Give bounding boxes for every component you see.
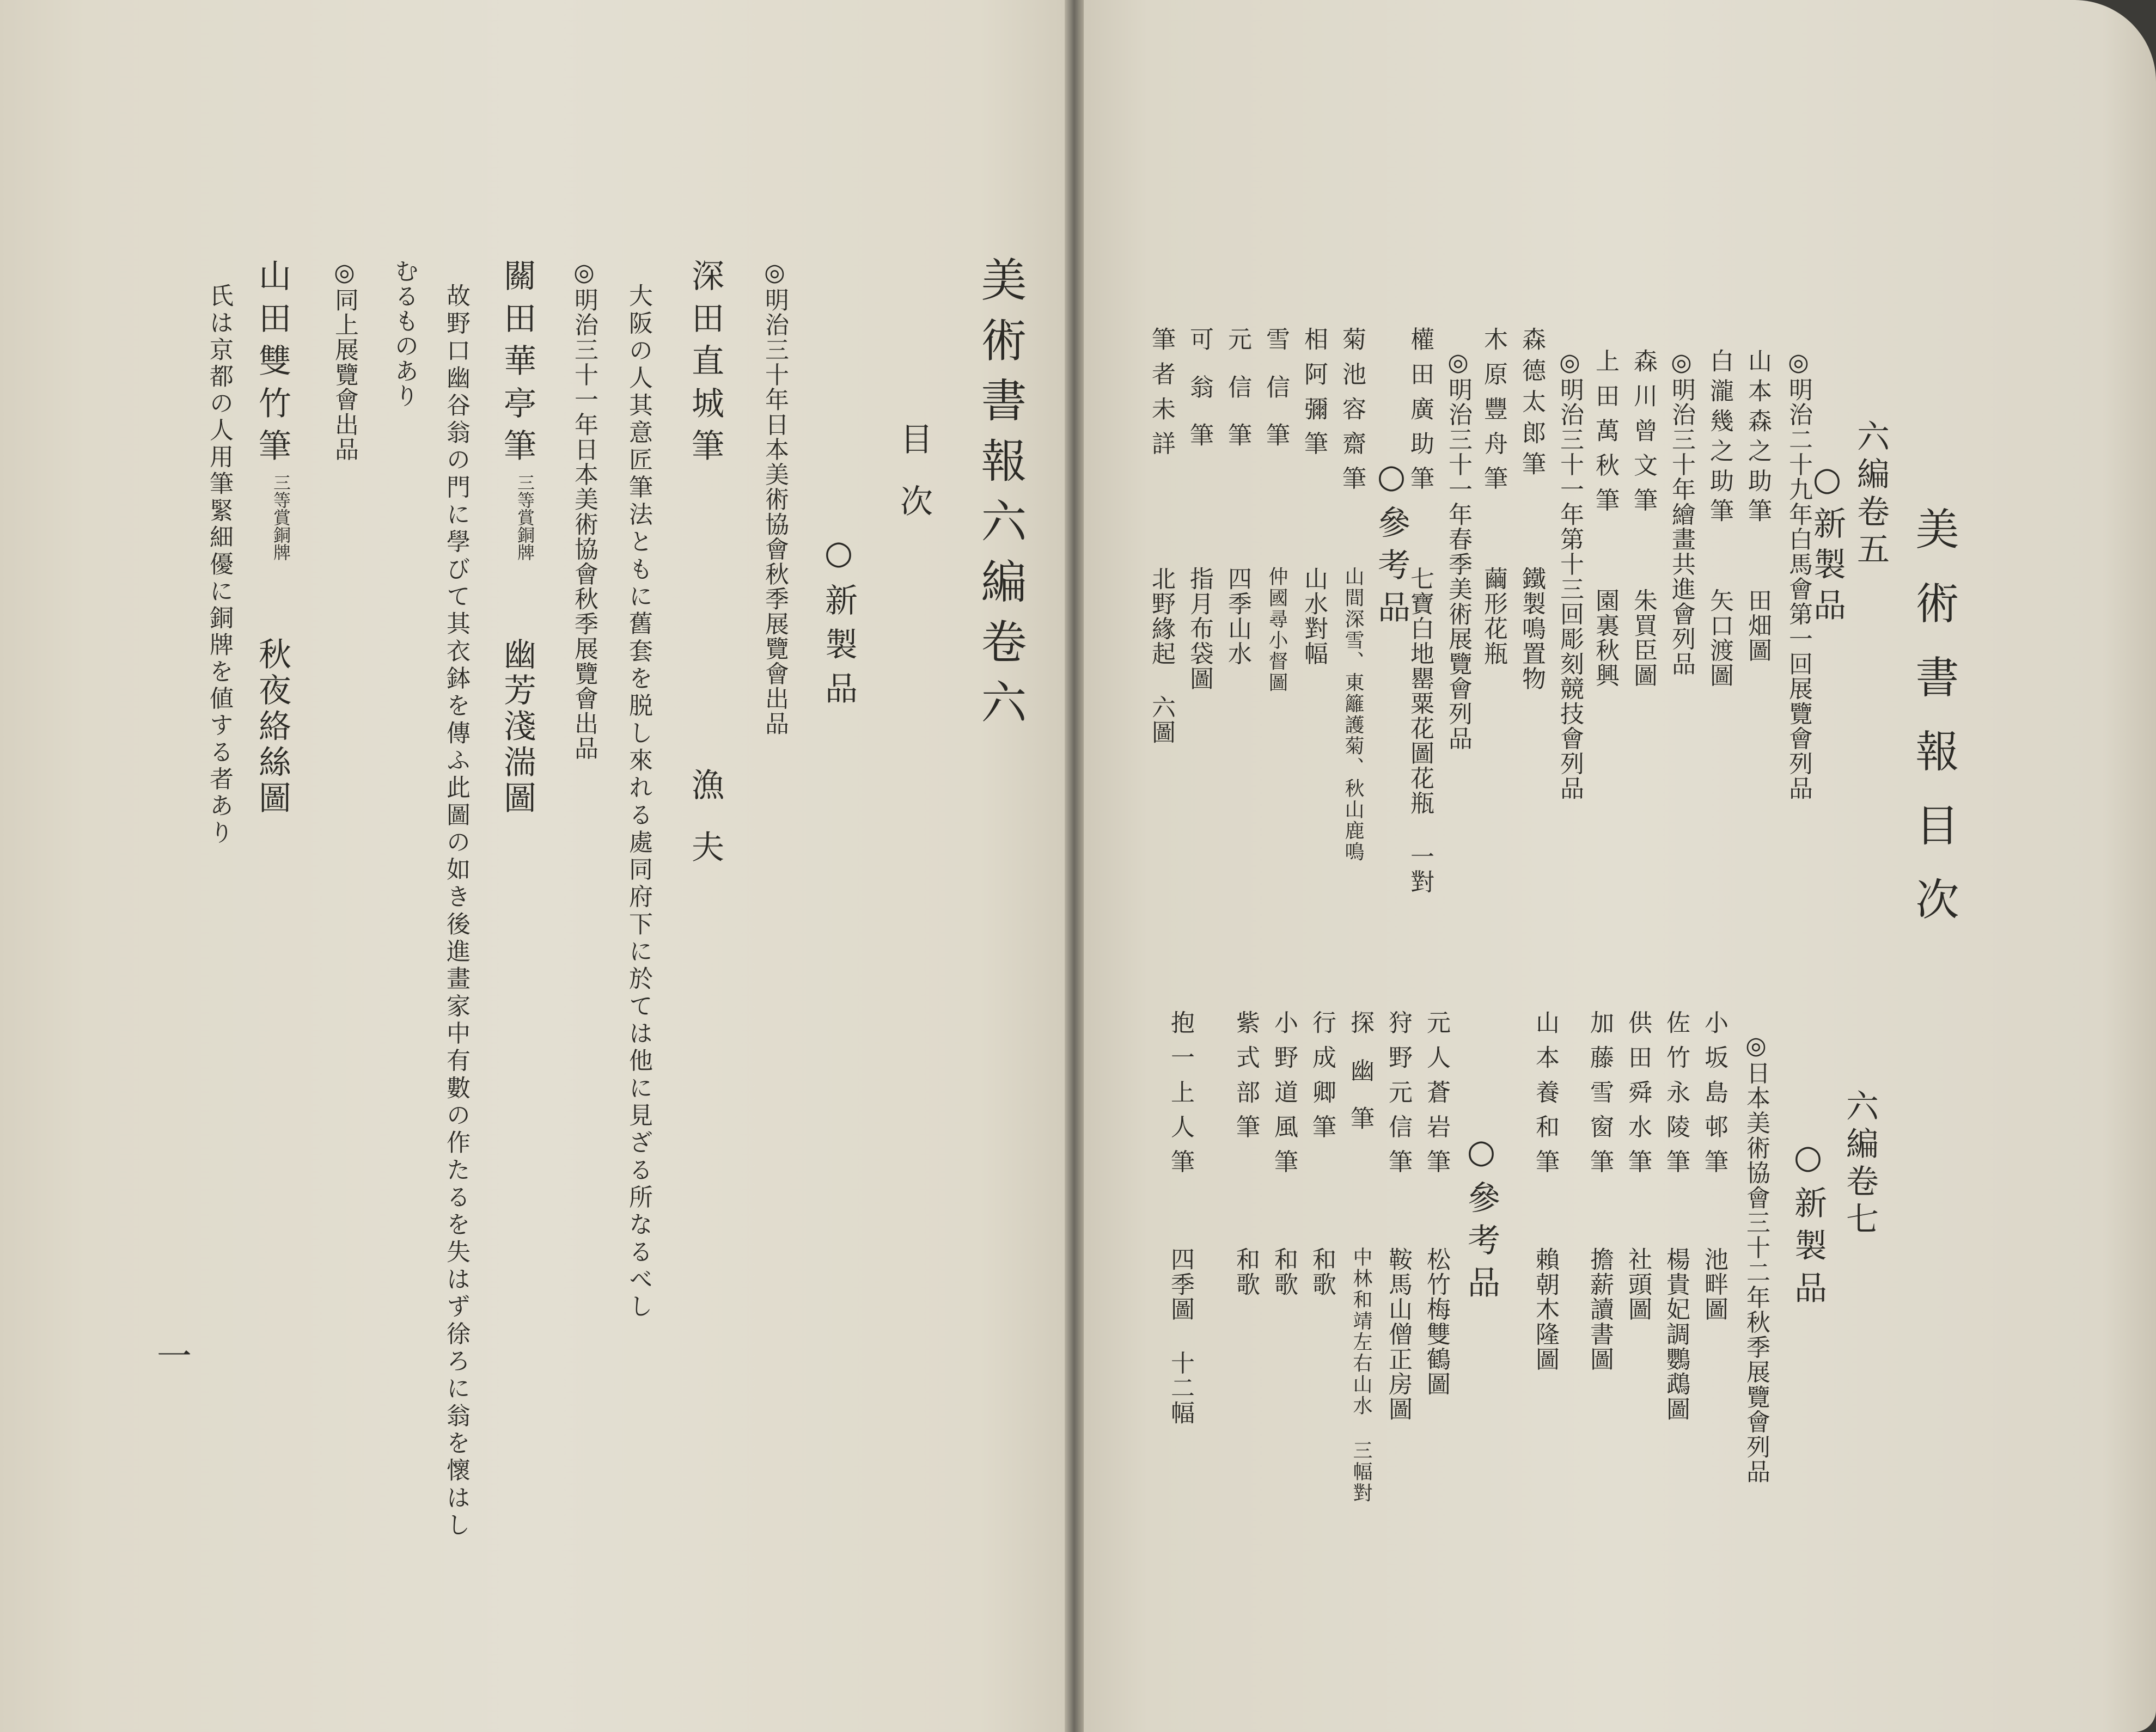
item-work: 中林和靖左右山水 三幅對	[1350, 1247, 1372, 1504]
item-maker: 行成卿筆	[1308, 1010, 1336, 1149]
item-work: 賴朝木隆圖	[1531, 1247, 1559, 1372]
item-maker: 佐竹永陵筆	[1662, 1010, 1690, 1184]
item-maker: 紫式部筆	[1232, 1010, 1260, 1149]
reference-heading: ○參考品	[1462, 1133, 1500, 1308]
page-number: 一	[157, 1337, 192, 1377]
item-work: 北野緣起 六圖	[1147, 566, 1175, 745]
group-heading: ◎明治三十年繪畫共進會列品	[1668, 348, 1695, 676]
item-work: 鐵製鳴置物	[1518, 566, 1546, 691]
entry-desc: 氏は京都の人用筆緊細優に銅牌を値する者あり	[205, 283, 233, 847]
book-gutter	[1065, 0, 1084, 1732]
entry-maker: 深田直城筆	[686, 259, 724, 471]
item-maker: 森德太郎筆	[1518, 327, 1546, 482]
item-maker: 狩野元信筆	[1384, 1010, 1412, 1184]
item-maker: 供田舜水筆	[1624, 1010, 1652, 1184]
item-maker: 加藤雪窗筆	[1586, 1010, 1614, 1184]
left-page	[0, 0, 1065, 1732]
item-work: 和歌	[1232, 1247, 1260, 1297]
item-maker: 白瀧幾之助筆	[1706, 348, 1733, 528]
item-maker: 筆者未詳	[1147, 327, 1175, 466]
entry-award: 三等賞銅牌	[515, 474, 535, 561]
entry-desc: 故野口幽谷翁の門に學びて其衣鉢を傳ふ此圖の如き後進畫家中有數の作たるを失はず徐ろに翁を懷はし	[442, 283, 470, 1540]
section-heading: ○新製品	[1808, 460, 1846, 629]
item-work: 四季山水	[1224, 566, 1251, 666]
toc-heading: 目次	[895, 422, 933, 546]
item-work: 山間深雪、東籬護菊、秋山鹿鳴	[1342, 566, 1364, 863]
entry-desc-cont: むるものあり	[390, 259, 418, 408]
item-work: 田畑圖	[1744, 588, 1772, 663]
item-maker: 相阿彌筆	[1300, 327, 1328, 466]
item-work: 七寶白地罌粟花圖花瓶 一對	[1406, 566, 1434, 894]
item-work: 和歌	[1270, 1247, 1298, 1297]
entry-work: 幽芳淺湍圖	[498, 637, 536, 817]
volume-label: 六編卷七	[1841, 1089, 1879, 1239]
item-work: 池畔圖	[1700, 1247, 1728, 1322]
entry-work: 漁夫	[686, 768, 724, 892]
item-maker: 小坂島邨筆	[1700, 1010, 1728, 1184]
entry-maker: 關田華亭筆	[498, 259, 536, 471]
group-heading: ◎日本美術協會三十二年秋季展覽會列品	[1742, 1032, 1770, 1484]
item-work: 指月布袋圖	[1186, 566, 1213, 691]
item-work: 楊貴妃調鸚鵡圖	[1662, 1247, 1690, 1422]
item-work: 繭形花瓶	[1480, 566, 1507, 666]
group-heading: ◎明治三十一年第十三回彫刻競技會列品	[1556, 348, 1584, 801]
group-heading: ◎明治二十九年白馬會第一回展覽會列品	[1785, 348, 1812, 801]
item-work: 朱買臣圖	[1629, 588, 1657, 688]
item-maker: 可翁筆	[1186, 327, 1213, 470]
item-work: 擔薪讀書圖	[1586, 1247, 1614, 1372]
item-work: 仲國尋小督圖	[1266, 566, 1288, 694]
page-title: 美術書報目次	[1908, 506, 1959, 951]
item-maker: 元人蒼岩筆	[1422, 1010, 1450, 1184]
item-maker: 雪信筆	[1262, 327, 1290, 470]
item-maker: 木原豐舟筆	[1480, 327, 1507, 500]
item-maker: 探幽筆	[1346, 1010, 1374, 1154]
item-work: 山水對幅	[1300, 566, 1328, 666]
entry-heading: ◎同上展覽會出品	[331, 259, 358, 462]
entry-desc: 大阪の人其意匠筆法ともに舊套を脱し來れる處同府下に於ては他に見ざる所なるべし	[625, 283, 652, 1321]
reference-heading: ○參考品	[1372, 457, 1410, 633]
item-work: 四季圖 十二幅	[1166, 1247, 1194, 1425]
entry-award: 三等賞銅牌	[271, 474, 291, 561]
item-maker: 菊池容齋筆	[1338, 327, 1366, 500]
volume-label: 六編卷五	[1852, 419, 1890, 570]
item-maker: 元信筆	[1224, 327, 1251, 470]
item-maker: 權田廣助筆	[1406, 327, 1434, 500]
item-maker: 抱一上人筆	[1166, 1010, 1194, 1184]
entry-heading: ◎明治三十年日本美術協會秋季展覽會出品	[761, 259, 789, 736]
item-work: 鞍馬山僧正房圖	[1384, 1247, 1412, 1422]
item-maker: 小野道風筆	[1270, 1010, 1298, 1184]
item-work: 社頭圖	[1624, 1247, 1652, 1322]
entry-work: 秋夜絡絲圖	[253, 637, 291, 817]
item-maker: 山本養和筆	[1531, 1010, 1559, 1184]
page-title: 美術書報六編卷六	[974, 256, 1027, 739]
item-maker: 上田萬秋筆	[1591, 348, 1619, 522]
item-work: 和歌	[1308, 1247, 1336, 1297]
section-heading: ○新製品	[820, 534, 858, 715]
item-work: 松竹梅雙鶴圖	[1422, 1247, 1450, 1397]
group-heading: ◎明治三十一年春季美術展覽會列品	[1444, 348, 1472, 751]
section-heading: ○新製品	[1789, 1138, 1827, 1313]
entry-heading: ◎明治三十一年日本美術協會秋季展覽會出品	[570, 259, 598, 761]
right-page	[1084, 0, 2156, 1732]
item-maker: 森川曾文筆	[1629, 348, 1657, 522]
item-maker: 山本森之助筆	[1744, 348, 1772, 528]
item-work: 矢口渡圖	[1706, 588, 1733, 688]
item-work: 園裏秋興	[1591, 588, 1619, 688]
entry-maker: 山田雙竹筆	[253, 259, 291, 471]
